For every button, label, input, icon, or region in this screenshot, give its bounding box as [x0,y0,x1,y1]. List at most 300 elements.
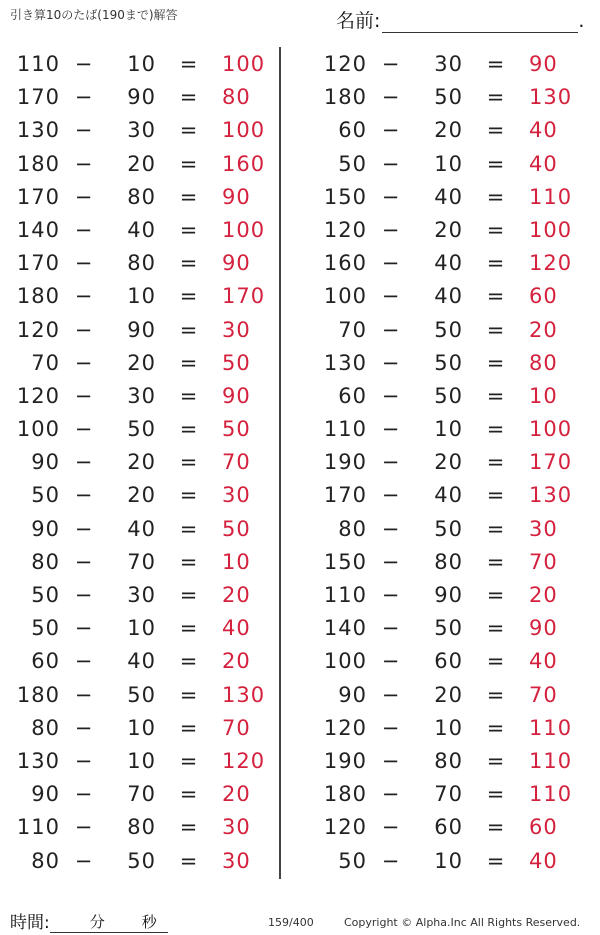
minuend: 50 [31,616,60,641]
problem-row [313,546,583,579]
minus-sign: − [74,118,94,143]
equals-sign: = [179,151,199,176]
equals-sign: = [179,383,199,408]
answer: 170 [529,450,573,475]
minuend: 150 [323,549,367,574]
time-line[interactable] [50,914,168,933]
problem-row [6,546,276,579]
copyright: Copyright © Alpha.Inc All Rights Reserved. [344,916,581,929]
answer: 20 [529,583,558,607]
minus-sign: − [381,682,401,707]
equals-sign: = [486,516,506,541]
answer: 50 [222,350,251,375]
problem-row [313,745,583,778]
minus-sign: − [74,251,94,276]
equals-sign: = [179,649,199,674]
equals-sign: = [179,815,199,840]
minuend: 180 [323,85,367,110]
minus-sign: − [74,549,94,574]
subtrahend: 80 [434,549,463,574]
equals-sign: = [179,583,199,607]
minus-sign: − [381,616,401,641]
answer: 70 [222,715,251,740]
minus-sign: − [74,450,94,475]
problem-row [6,314,276,347]
minuend: 190 [323,450,367,475]
answer: 80 [529,350,558,375]
equals-sign: = [486,583,506,607]
minuend: 50 [31,583,60,607]
page-number: 159/400 [268,916,314,929]
equals-sign: = [179,350,199,375]
problem-row [313,214,583,247]
subtrahend: 10 [127,616,156,641]
subtrahend: 80 [434,748,463,773]
minus-sign: − [381,417,401,442]
minuend: 150 [323,184,367,209]
problem-row [313,114,583,147]
minuend: 160 [323,251,367,276]
problem-row [6,247,276,280]
minus-sign: − [381,52,401,76]
problem-row [313,446,583,479]
problem-row [313,513,583,546]
equals-sign: = [486,782,506,807]
equals-sign: = [486,682,506,707]
subtrahend: 30 [434,52,463,76]
subtrahend: 10 [127,715,156,740]
minus-sign: − [74,383,94,408]
problem-row [6,645,276,678]
problem-row [313,181,583,214]
minus-sign: − [381,350,401,375]
problem-row [313,148,583,181]
subtrahend: 20 [434,450,463,475]
answer: 30 [222,848,251,873]
minus-sign: − [381,85,401,110]
answer: 130 [529,85,573,110]
problem-row [313,679,583,712]
problem-row [313,712,583,745]
minuend: 180 [16,151,60,176]
problem-row [6,148,276,181]
minuend: 90 [31,450,60,475]
answer: 100 [529,217,573,242]
subtrahend: 80 [127,251,156,276]
minuend: 120 [323,52,367,76]
problem-row [6,347,276,380]
answer: 50 [222,516,251,541]
subtrahend: 40 [434,284,463,309]
answer: 100 [222,118,266,143]
minus-sign: − [381,284,401,309]
problem-row [313,811,583,844]
answer: 120 [529,251,573,276]
answer: 100 [222,52,266,76]
subtrahend: 80 [127,815,156,840]
minus-sign: − [74,284,94,309]
equals-sign: = [179,118,199,143]
minus-sign: − [381,383,401,408]
equals-sign: = [179,85,199,110]
time-field [10,908,168,933]
equals-sign: = [179,748,199,773]
equals-sign: = [486,815,506,840]
minuend: 170 [16,184,60,209]
subtrahend: 70 [434,782,463,807]
subtrahend: 50 [434,383,463,408]
minus-sign: − [74,52,94,76]
subtrahend: 10 [127,748,156,773]
problem-row [313,579,583,612]
answer: 40 [529,649,558,674]
equals-sign: = [486,317,506,342]
subtrahend: 50 [434,85,463,110]
minus-sign: − [381,815,401,840]
minuend: 170 [323,483,367,508]
answer: 130 [529,483,573,508]
minus-sign: − [74,649,94,674]
name-label: 名前: [336,10,381,32]
equals-sign: = [486,383,506,408]
problem-row [6,48,276,81]
equals-sign: = [179,516,199,541]
minus-sign: − [381,748,401,773]
answer: 70 [529,682,558,707]
minutes-label: 分 [89,913,105,931]
answer: 30 [222,815,251,840]
equals-sign: = [179,251,199,276]
answer: 100 [222,217,266,242]
minuend: 120 [16,317,60,342]
subtrahend: 50 [434,516,463,541]
minus-sign: − [381,251,401,276]
minuend: 80 [31,715,60,740]
subtrahend: 70 [127,782,156,807]
minus-sign: − [381,549,401,574]
minuend: 100 [323,284,367,309]
minus-sign: − [74,848,94,873]
subtrahend: 50 [434,616,463,641]
minus-sign: − [381,317,401,342]
minuend: 100 [323,649,367,674]
subtrahend: 50 [127,848,156,873]
answer: 20 [222,583,251,607]
answer: 170 [222,284,266,309]
subtrahend: 20 [127,151,156,176]
problem-row [6,679,276,712]
answer: 60 [529,815,558,840]
answer: 90 [222,383,251,408]
minus-sign: − [74,317,94,342]
answer: 110 [529,748,573,773]
equals-sign: = [486,450,506,475]
name-field [336,6,584,33]
minuend: 100 [16,417,60,442]
equals-sign: = [486,184,506,209]
answer: 90 [222,184,251,209]
minus-sign: − [381,217,401,242]
worksheet-title: 引き算10のたば(190まで)解答 [10,8,178,22]
subtrahend: 40 [127,217,156,242]
minuend: 190 [323,748,367,773]
equals-sign: = [179,417,199,442]
equals-sign: = [179,782,199,807]
equals-sign: = [486,52,506,76]
problem-row [6,513,276,546]
problem-row [6,214,276,247]
subtrahend: 40 [434,251,463,276]
answer: 40 [529,848,558,873]
subtrahend: 50 [434,317,463,342]
subtrahend: 50 [127,417,156,442]
subtrahend: 20 [127,350,156,375]
equals-sign: = [179,682,199,707]
subtrahend: 20 [127,483,156,508]
problem-row [6,845,276,878]
minuend: 70 [31,350,60,375]
minuend: 170 [16,85,60,110]
problem-row [6,712,276,745]
subtrahend: 30 [127,583,156,607]
equals-sign: = [179,450,199,475]
subtrahend: 40 [127,649,156,674]
answer: 70 [529,549,558,574]
equals-sign: = [179,549,199,574]
problem-row [6,579,276,612]
problem-column-right [313,48,583,878]
minuend: 50 [31,483,60,508]
time-label: 時間: [10,913,50,933]
minus-sign: − [74,516,94,541]
minus-sign: − [74,748,94,773]
answer: 120 [222,748,266,773]
answer: 20 [529,317,558,342]
equals-sign: = [486,616,506,641]
minus-sign: − [381,782,401,807]
minuend: 110 [16,815,60,840]
minus-sign: − [74,184,94,209]
problem-row [313,347,583,380]
minus-sign: − [381,583,401,607]
subtrahend: 40 [434,184,463,209]
minus-sign: − [381,848,401,873]
subtrahend: 10 [434,715,463,740]
answer: 110 [529,782,573,807]
subtrahend: 80 [127,184,156,209]
minus-sign: − [381,151,401,176]
answer: 20 [222,649,251,674]
minuend: 80 [31,848,60,873]
problem-row [313,479,583,512]
minus-sign: − [74,217,94,242]
problem-row [6,479,276,512]
answer: 50 [222,417,251,442]
answer: 60 [529,284,558,309]
equals-sign: = [179,317,199,342]
minuend: 50 [338,151,367,176]
subtrahend: 20 [434,682,463,707]
subtrahend: 30 [127,383,156,408]
name-end: . [578,10,585,32]
equals-sign: = [179,715,199,740]
minus-sign: − [74,782,94,807]
minuend: 120 [323,715,367,740]
subtrahend: 30 [127,118,156,143]
equals-sign: = [486,748,506,773]
name-line[interactable] [382,12,578,33]
subtrahend: 20 [434,217,463,242]
minus-sign: − [381,516,401,541]
equals-sign: = [486,417,506,442]
subtrahend: 10 [127,52,156,76]
minuend: 90 [31,516,60,541]
minus-sign: − [74,815,94,840]
subtrahend: 90 [434,583,463,607]
minuend: 120 [16,383,60,408]
minus-sign: − [74,483,94,508]
problem-row [313,247,583,280]
problem-row [6,413,276,446]
equals-sign: = [486,848,506,873]
answer: 30 [222,483,251,508]
equals-sign: = [179,848,199,873]
answer: 90 [529,52,558,76]
minus-sign: − [74,151,94,176]
minuend: 180 [16,682,60,707]
subtrahend: 20 [434,118,463,143]
minus-sign: − [74,350,94,375]
minuend: 130 [323,350,367,375]
subtrahend: 90 [127,85,156,110]
answer: 40 [222,616,251,641]
answer: 100 [529,417,573,442]
minuend: 110 [16,52,60,76]
equals-sign: = [179,217,199,242]
minus-sign: − [74,682,94,707]
equals-sign: = [486,85,506,110]
minuend: 130 [16,748,60,773]
problem-row [313,845,583,878]
minus-sign: − [381,649,401,674]
subtrahend: 60 [434,815,463,840]
answer: 30 [222,317,251,342]
problem-row [6,811,276,844]
minus-sign: − [74,85,94,110]
minuend: 80 [338,516,367,541]
minuend: 110 [323,417,367,442]
problem-row [313,612,583,645]
minus-sign: − [74,583,94,607]
minus-sign: − [381,715,401,740]
problem-row [6,114,276,147]
answer: 160 [222,151,266,176]
problem-row [6,280,276,313]
minus-sign: − [381,450,401,475]
answer: 70 [222,450,251,475]
equals-sign: = [486,217,506,242]
subtrahend: 90 [127,317,156,342]
answer: 110 [529,715,573,740]
answer: 110 [529,184,573,209]
minus-sign: − [74,715,94,740]
minuend: 90 [31,782,60,807]
problem-row [313,645,583,678]
problem-row [313,778,583,811]
answer: 30 [529,516,558,541]
problem-row [313,413,583,446]
answer: 90 [222,251,251,276]
equals-sign: = [179,284,199,309]
equals-sign: = [486,251,506,276]
answer: 80 [222,85,251,110]
seconds-label: 秒 [141,913,157,931]
minuend: 50 [338,848,367,873]
answer: 40 [529,118,558,143]
subtrahend: 10 [434,417,463,442]
minuend: 120 [323,217,367,242]
minuend: 120 [323,815,367,840]
subtrahend: 10 [434,151,463,176]
subtrahend: 50 [434,350,463,375]
problem-row [313,280,583,313]
subtrahend: 10 [434,848,463,873]
problem-row [6,446,276,479]
subtrahend: 50 [127,682,156,707]
minuend: 140 [323,616,367,641]
minus-sign: − [381,184,401,209]
equals-sign: = [486,549,506,574]
minuend: 60 [338,383,367,408]
minus-sign: − [74,417,94,442]
minus-sign: − [381,483,401,508]
subtrahend: 60 [434,649,463,674]
minuend: 130 [16,118,60,143]
minuend: 90 [338,682,367,707]
answer: 90 [529,616,558,641]
minuend: 60 [31,649,60,674]
equals-sign: = [179,52,199,76]
answer: 20 [222,782,251,807]
minuend: 70 [338,317,367,342]
problem-row [6,81,276,114]
minuend: 180 [16,284,60,309]
equals-sign: = [486,151,506,176]
minuend: 180 [323,782,367,807]
equals-sign: = [486,118,506,143]
equals-sign: = [179,184,199,209]
problem-column-left [6,48,276,878]
minus-sign: − [381,118,401,143]
subtrahend: 40 [434,483,463,508]
answer: 10 [222,549,251,574]
answer: 10 [529,383,558,408]
equals-sign: = [179,616,199,641]
equals-sign: = [486,649,506,674]
subtrahend: 10 [127,284,156,309]
problem-row [313,314,583,347]
minuend: 60 [338,118,367,143]
problem-row [6,380,276,413]
subtrahend: 20 [127,450,156,475]
minuend: 140 [16,217,60,242]
answer: 40 [529,151,558,176]
problem-row [6,745,276,778]
minus-sign: − [74,616,94,641]
minuend: 170 [16,251,60,276]
problem-row [6,778,276,811]
equals-sign: = [486,284,506,309]
